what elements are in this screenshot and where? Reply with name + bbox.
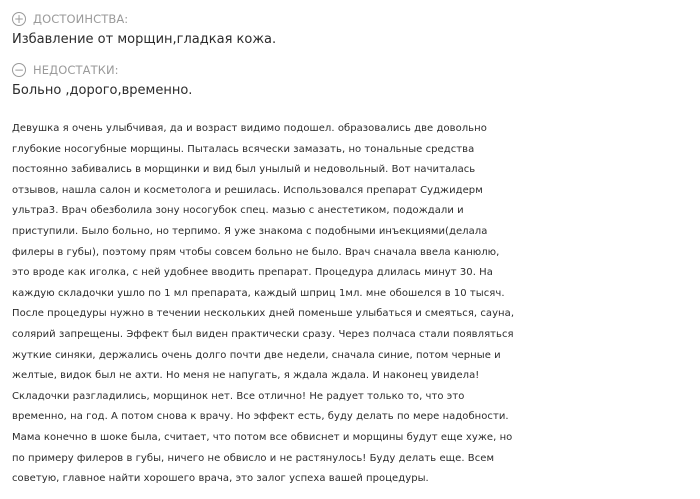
- review-body-line: ультра3. Врач обезболила зону носогубок спец. мазью с анестетиком, подождали и: [12, 205, 464, 217]
- review-body-line: отзывов, нашла салон и косметолога и решилась. Использовался препарат Суджидерм: [12, 184, 483, 196]
- review-body-line: советую, главное найти хорошего врача, это залог успеха вашей процедуры.: [12, 473, 429, 485]
- review-body-line: Мама конечно в шоке была, считает, что потом все обвиснет и морщины будут еще хуже, но: [12, 431, 513, 443]
- review-body-line: глубокие носогубные морщины. Пыталась всячески замазать, но тональные средства: [12, 143, 475, 155]
- review-body-line: филеры в губы), поэтому прям чтобы совсем больно не было. Врач сначала ввела канюлю,: [12, 246, 500, 258]
- cons-text: Больно ,дорого,временно.: [12, 83, 193, 98]
- pros-text: Избавление от морщин,гладкая кожа.: [12, 32, 277, 47]
- pros-header: [12, 10, 128, 28]
- review-body-line: солярий запрещены. Эффект был виден практически сразу. Через полчаса стали появляться: [12, 328, 514, 340]
- review-body-line: приступили. Было больно, но терпимо. Я уже знакома с подобными инъекциями(делала: [12, 225, 488, 237]
- review-body-line: Складочки разгладились, морщинок нет. Все отлично! Не радует только то, что это: [12, 390, 465, 402]
- cons-header: [12, 61, 119, 79]
- review-body: [12, 119, 700, 490]
- review-body-line: по примеру филеров в губы, ничего не обвисло и не растянулось! Буду делать еще. Всем: [12, 452, 495, 464]
- cons-label: НЕДОСТАТКИ:: [33, 63, 119, 77]
- plus-circle-icon: +: [13, 12, 25, 26]
- review-body-line: желтые, видок был не ахти. Но меня не напугать, я ждала ждала. И наконец увидела!: [12, 370, 480, 382]
- review-body-line: постоянно забивались в морщинки и вид был унылый и недовольный. Вот начиталась: [12, 164, 476, 176]
- pros-label: ДОСТОИНСТВА:: [33, 12, 129, 26]
- review-body-line: Девушка я очень улыбчивая, да и возраст видимо подошел. образовались две довольно: [12, 123, 487, 134]
- review-body-line: это вроде как иголка, с ней удобнее вводить препарат. Процедура длилась минут 30. На: [12, 267, 493, 279]
- review-body-line: После процедуры нужно в течении нескольких дней поменьше улыбаться и смеяться, сауна,: [12, 308, 515, 320]
- review-body-line: временно, на год. А потом снова к врачу. Но эффект есть, буду делать по мере надобности.: [12, 411, 509, 423]
- minus-circle-icon: −: [13, 63, 25, 77]
- review-body-line: каждую складочки ушло по 1 мл препарата, каждый шприц 1мл. мне обошелся в 10 тысяч.: [12, 287, 505, 299]
- review-body-line: жуткие синяки, держались очень долго почти две недели, сначала синие, потом черные и: [12, 349, 501, 361]
